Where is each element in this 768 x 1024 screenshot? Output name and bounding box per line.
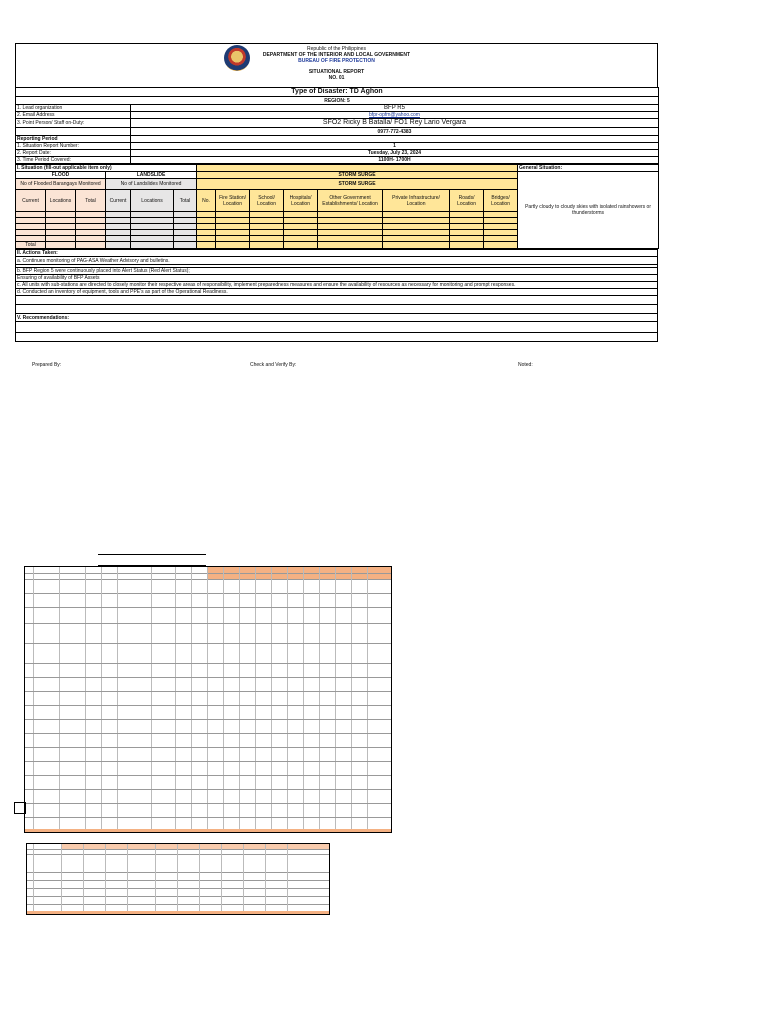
sitrep-label: 1. Situation Report Number: — [16, 143, 131, 150]
col-private-infra: Private Infrastructure/ Location — [383, 190, 450, 212]
storm-surge-header: STORM SURGE — [197, 172, 518, 179]
thumb-sheet-1-header — [24, 546, 64, 560]
action-item: a. Continues monitoring of PAG-ASA Weather Advisory and bulletins. — [16, 257, 658, 265]
department-line: DEPARTMENT OF THE INTERIOR AND LOCAL GOVERNMENT — [262, 52, 411, 58]
col-hospitals: Hospitals/ Location — [284, 190, 318, 212]
actions-table — [15, 249, 658, 342]
flooded-brgy-header: No of Flooded Barangays Monitored — [16, 179, 106, 190]
phone-value: 0977-772-4383 — [131, 128, 659, 136]
checked-by-label: Check and Verify By: — [250, 362, 297, 368]
col-bridges: Bridges/ Location — [484, 190, 518, 212]
col-locations: Locations — [46, 190, 76, 212]
time-label: 3. Time Period Covered: — [16, 157, 131, 164]
action-item: d. Conducted an inventory of equipment, tools and PPE's as part of the Operational Readiness. — [16, 289, 658, 296]
lead-org-value: BFP R5 — [131, 105, 659, 112]
email-label: 2. Email Address — [16, 112, 131, 119]
date-value: Tuesday, July 23, 2024 — [131, 150, 659, 157]
noted-label: Noted: — [518, 362, 533, 368]
action-item: b. BFP Region 5 were continuously placed into Alert Status (Red Alert Status); — [16, 268, 658, 275]
action-item: c. All units with sub-stations are directed to closely monitor their respective areas of responsibility, implement preparedness measures and ensure the availability of resources as necessary for monitoring and prompt responses. — [16, 282, 658, 289]
report-header — [15, 43, 658, 87]
disaster-type: Type of Disaster: TD Aghon — [16, 88, 659, 97]
col-fire-station: Fire Station/ Location — [216, 190, 250, 212]
general-situation-value: Partly cloudy to cloudy skies with isolated rainshowers or thunderstorms — [518, 172, 659, 249]
report-number: NO. 01 — [328, 75, 345, 81]
col-no: No. — [197, 190, 216, 212]
thumb-sheet-1-title-lines — [98, 554, 206, 566]
col-total: Total — [76, 190, 106, 212]
col-roads: Roads/ Location — [450, 190, 484, 212]
recommendations-label: V. Recommendations: — [16, 314, 658, 322]
date-label: 2. Report Date: — [16, 150, 131, 157]
storm-surge-subheader: STORM SURGE — [197, 179, 518, 190]
situation-table — [15, 164, 659, 249]
lead-org-label: 1. Lead organization — [16, 105, 131, 112]
prepared-by-label: Prepared By: — [32, 362, 62, 368]
time-value: 1100H- 1700H — [131, 157, 659, 164]
bureau-line: BUREAU OF FIRE PROTECTION — [298, 58, 375, 64]
landslides-header: No of Landslides Monitored — [106, 179, 197, 190]
flood-header: FLOOD — [16, 172, 106, 179]
actions-label: II. Actions Taken: — [16, 250, 658, 257]
col-current: Current — [16, 190, 46, 212]
info-table — [15, 87, 659, 164]
poc-label: 3. Point Person/ Staff on-Duty: — [16, 119, 131, 128]
col-current: Current — [106, 190, 131, 212]
landslide-header: LANDSLIDE — [106, 172, 197, 179]
report-title: SITUATIONAL REPORT — [308, 69, 365, 75]
reporting-period-label: Reporting Period — [16, 136, 131, 143]
email-link[interactable]: bfpr-opfm@yahoo.com — [131, 112, 659, 119]
situation-label: I. Situation (fill-out applicable item only) — [16, 165, 197, 172]
thumb-sheet-2 — [26, 843, 330, 915]
general-situation-label: General Situation: — [518, 165, 659, 172]
col-total: Total — [174, 190, 197, 212]
action-item: Ensuring of availability of BFP Assets — [16, 275, 658, 282]
col-locations: Locations — [131, 190, 174, 212]
col-other-gov: Other Government Establishments/ Location — [318, 190, 383, 212]
sitrep-value: 1 — [131, 143, 659, 150]
region: REGION: 5 — [16, 97, 659, 105]
situational-report-sheet — [15, 43, 658, 342]
thumb-sheet-1 — [24, 566, 392, 833]
total-label: Total — [16, 242, 46, 249]
poc-value: SFO2 Ricky B Batalla/ FO1 Rey Lario Vergara — [131, 119, 659, 128]
thumb-sheet-1-marker — [14, 802, 26, 814]
republic-line: Republic of the Philippines — [307, 46, 366, 52]
col-school: School/ Location — [250, 190, 284, 212]
